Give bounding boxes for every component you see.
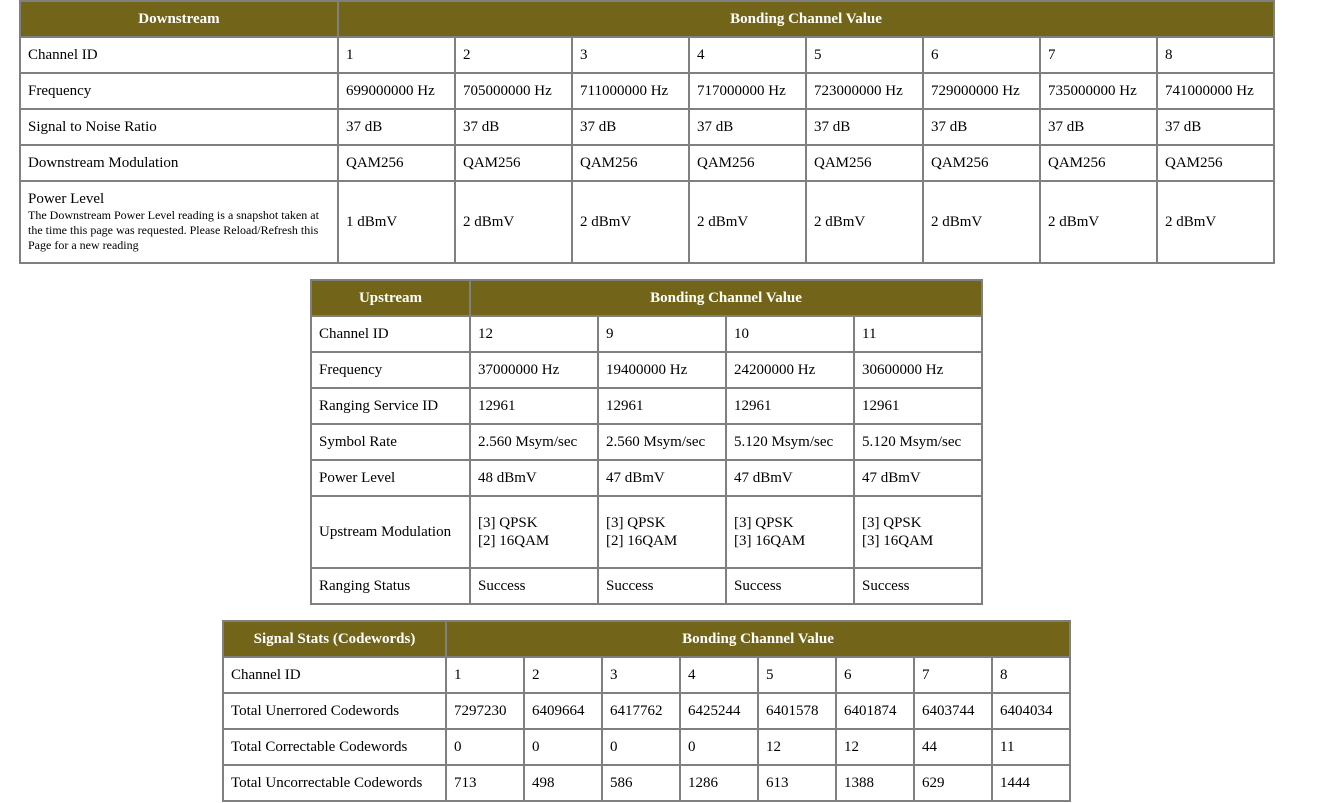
upstream-cell xyxy=(726,496,854,568)
downstream-cell: 729000000 Hz xyxy=(923,73,1040,109)
codewords-row-label: Total Unerrored Codewords xyxy=(223,693,446,729)
modulation-line: [3] QPSK xyxy=(734,515,794,531)
downstream-cell: QAM256 xyxy=(806,145,923,181)
upstream-header-label: Upstream xyxy=(311,280,470,316)
upstream-row-frequency xyxy=(311,352,982,388)
upstream-row-ranging-service-id xyxy=(311,388,982,424)
modulation-line: [3] QPSK xyxy=(478,515,538,531)
downstream-cell: 2 xyxy=(455,37,572,73)
codewords-cell: 498 xyxy=(524,765,602,801)
downstream-cell: 735000000 Hz xyxy=(1040,73,1157,109)
codewords-cell: 6 xyxy=(836,657,914,693)
downstream-cell: 37 dB xyxy=(455,109,572,145)
codewords-header-row xyxy=(223,621,1070,657)
downstream-row-signal-to-noise-ratio xyxy=(20,109,1274,145)
upstream-row-power-level xyxy=(311,460,982,496)
upstream-cell: 47 dBmV xyxy=(598,460,726,496)
downstream-cell: 37 dB xyxy=(338,109,455,145)
downstream-cell: QAM256 xyxy=(1157,145,1274,181)
upstream-row-label: Channel ID xyxy=(311,316,470,352)
downstream-cell: QAM256 xyxy=(923,145,1040,181)
downstream-cell: 37 dB xyxy=(689,109,806,145)
codewords-header-value: Bonding Channel Value xyxy=(446,621,1070,657)
upstream-cell: 2.560 Msym/sec xyxy=(598,424,726,460)
codewords-cell: 0 xyxy=(602,729,680,765)
codewords-cell: 8 xyxy=(992,657,1070,693)
codewords-row-label: Total Correctable Codewords xyxy=(223,729,446,765)
upstream-cell: 5.120 Msym/sec xyxy=(854,424,982,460)
codewords-row-channel-id xyxy=(223,657,1070,693)
upstream-cell: 12961 xyxy=(854,388,982,424)
upstream-row-label: Upstream Modulation xyxy=(311,496,470,568)
codewords-cell: 6425244 xyxy=(680,693,758,729)
upstream-row-upstream-modulation xyxy=(311,496,982,568)
downstream-cell: 1 dBmV xyxy=(338,181,455,263)
upstream-cell: 11 xyxy=(854,316,982,352)
modulation-line: [2] 16QAM xyxy=(478,533,550,549)
downstream-cell: QAM256 xyxy=(1040,145,1157,181)
downstream-cell: 37 dB xyxy=(572,109,689,145)
downstream-cell: 717000000 Hz xyxy=(689,73,806,109)
downstream-cell: 8 xyxy=(1157,37,1274,73)
upstream-cell: 5.120 Msym/sec xyxy=(726,424,854,460)
downstream-cell: 37 dB xyxy=(1040,109,1157,145)
downstream-row-label: Downstream Modulation xyxy=(20,145,338,181)
codewords-cell: 6401874 xyxy=(836,693,914,729)
codewords-row-label: Total Uncorrectable Codewords xyxy=(223,765,446,801)
downstream-cell: 37 dB xyxy=(923,109,1040,145)
downstream-cell: QAM256 xyxy=(338,145,455,181)
upstream-cell: 24200000 Hz xyxy=(726,352,854,388)
upstream-cell: 12 xyxy=(470,316,598,352)
upstream-table xyxy=(310,279,983,605)
power-level-label: Power Level xyxy=(28,190,105,207)
codewords-cell: 6417762 xyxy=(602,693,680,729)
upstream-cell: Success xyxy=(854,568,982,604)
codewords-row-label: Channel ID xyxy=(223,657,446,693)
codewords-row-total-unerrored-codewords xyxy=(223,693,1070,729)
codewords-cell: 1444 xyxy=(992,765,1070,801)
upstream-cell: 48 dBmV xyxy=(470,460,598,496)
downstream-table xyxy=(19,0,1275,264)
codewords-header-label: Signal Stats (Codewords) xyxy=(223,621,446,657)
modulation-line: [3] QPSK xyxy=(862,515,922,531)
downstream-row-label: Signal to Noise Ratio xyxy=(20,109,338,145)
upstream-cell: 37000000 Hz xyxy=(470,352,598,388)
upstream-row-label: Ranging Status xyxy=(311,568,470,604)
downstream-cell: 1 xyxy=(338,37,455,73)
upstream-cell: Success xyxy=(726,568,854,604)
upstream-row-label: Power Level xyxy=(311,460,470,496)
downstream-cell: 6 xyxy=(923,37,1040,73)
downstream-cell: 2 dBmV xyxy=(923,181,1040,263)
upstream-cell xyxy=(598,496,726,568)
downstream-row-label: Channel ID xyxy=(20,37,338,73)
codewords-cell: 0 xyxy=(446,729,524,765)
downstream-row-power-level xyxy=(20,181,1274,263)
downstream-cell: 723000000 Hz xyxy=(806,73,923,109)
downstream-cell: 2 dBmV xyxy=(1157,181,1274,263)
upstream-cell xyxy=(470,496,598,568)
downstream-cell: 2 dBmV xyxy=(689,181,806,263)
downstream-row-label xyxy=(20,181,338,263)
downstream-cell: 699000000 Hz xyxy=(338,73,455,109)
downstream-cell: QAM256 xyxy=(572,145,689,181)
downstream-cell: 2 dBmV xyxy=(1040,181,1157,263)
upstream-cell: 12961 xyxy=(726,388,854,424)
downstream-cell: 705000000 Hz xyxy=(455,73,572,109)
codewords-cell: 4 xyxy=(680,657,758,693)
upstream-cell xyxy=(854,496,982,568)
downstream-cell: 2 dBmV xyxy=(572,181,689,263)
modulation-line: [2] 16QAM xyxy=(606,533,678,549)
codewords-cell: 629 xyxy=(914,765,992,801)
upstream-cell: Success xyxy=(598,568,726,604)
power-level-note: The Downstream Power Level reading is a snapshot taken at the time this page was requested. Please Reload/Refresh this Page for a new reading xyxy=(28,207,319,252)
downstream-row-downstream-modulation xyxy=(20,145,1274,181)
upstream-cell: 10 xyxy=(726,316,854,352)
upstream-cell: 30600000 Hz xyxy=(854,352,982,388)
upstream-row-ranging-status xyxy=(311,568,982,604)
codewords-cell: 6401578 xyxy=(758,693,836,729)
downstream-cell: 2 dBmV xyxy=(806,181,923,263)
downstream-cell: 3 xyxy=(572,37,689,73)
codewords-row-total-uncorrectable-codewords xyxy=(223,765,1070,801)
upstream-header-value: Bonding Channel Value xyxy=(470,280,982,316)
upstream-row-symbol-rate xyxy=(311,424,982,460)
codewords-cell: 2 xyxy=(524,657,602,693)
codewords-cell: 6409664 xyxy=(524,693,602,729)
downstream-row-label: Frequency xyxy=(20,73,338,109)
upstream-cell: 12961 xyxy=(470,388,598,424)
downstream-cell: 4 xyxy=(689,37,806,73)
upstream-cell: 47 dBmV xyxy=(854,460,982,496)
downstream-header-label: Downstream xyxy=(20,1,338,37)
upstream-row-channel-id xyxy=(311,316,982,352)
downstream-cell: 2 dBmV xyxy=(455,181,572,263)
upstream-row-label: Frequency xyxy=(311,352,470,388)
codewords-cell: 1388 xyxy=(836,765,914,801)
downstream-row-frequency xyxy=(20,73,1274,109)
codewords-table xyxy=(222,620,1071,802)
codewords-cell: 3 xyxy=(602,657,680,693)
downstream-cell: QAM256 xyxy=(455,145,572,181)
downstream-cell: 711000000 Hz xyxy=(572,73,689,109)
downstream-header-row xyxy=(20,1,1274,37)
codewords-cell: 11 xyxy=(992,729,1070,765)
upstream-cell: 47 dBmV xyxy=(726,460,854,496)
upstream-cell: Success xyxy=(470,568,598,604)
upstream-row-label: Ranging Service ID xyxy=(311,388,470,424)
downstream-cell: 37 dB xyxy=(1157,109,1274,145)
codewords-row-total-correctable-codewords xyxy=(223,729,1070,765)
downstream-header-value: Bonding Channel Value xyxy=(338,1,1274,37)
modulation-line: [3] 16QAM xyxy=(862,533,934,549)
upstream-row-label: Symbol Rate xyxy=(311,424,470,460)
codewords-cell: 586 xyxy=(602,765,680,801)
modulation-line: [3] 16QAM xyxy=(734,533,806,549)
codewords-cell: 7297230 xyxy=(446,693,524,729)
codewords-cell: 6403744 xyxy=(914,693,992,729)
codewords-cell: 1286 xyxy=(680,765,758,801)
codewords-cell: 1 xyxy=(446,657,524,693)
downstream-cell: 37 dB xyxy=(806,109,923,145)
codewords-cell: 0 xyxy=(680,729,758,765)
modulation-line: [3] QPSK xyxy=(606,515,666,531)
codewords-cell: 0 xyxy=(524,729,602,765)
codewords-cell: 12 xyxy=(758,729,836,765)
codewords-cell: 713 xyxy=(446,765,524,801)
upstream-cell: 9 xyxy=(598,316,726,352)
upstream-cell: 2.560 Msym/sec xyxy=(470,424,598,460)
codewords-cell: 12 xyxy=(836,729,914,765)
upstream-header-row xyxy=(311,280,982,316)
codewords-cell: 44 xyxy=(914,729,992,765)
downstream-cell: QAM256 xyxy=(689,145,806,181)
codewords-cell: 6404034 xyxy=(992,693,1070,729)
codewords-cell: 7 xyxy=(914,657,992,693)
codewords-cell: 613 xyxy=(758,765,836,801)
downstream-cell: 741000000 Hz xyxy=(1157,73,1274,109)
upstream-cell: 12961 xyxy=(598,388,726,424)
downstream-cell: 5 xyxy=(806,37,923,73)
upstream-cell: 19400000 Hz xyxy=(598,352,726,388)
downstream-row-channel-id xyxy=(20,37,1274,73)
codewords-cell: 5 xyxy=(758,657,836,693)
downstream-cell: 7 xyxy=(1040,37,1157,73)
